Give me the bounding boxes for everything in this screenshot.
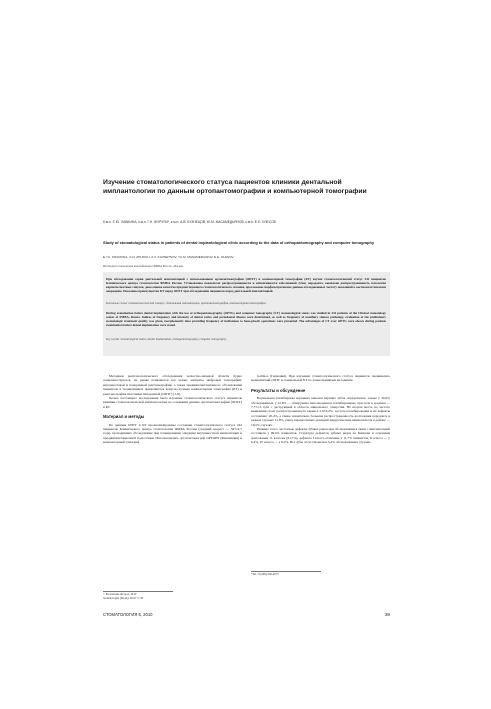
authors-ru: К.м.н. Е.Ю. ХАВКИНА, к.м.н. Г.Н. ЖУРУЛИ*, к.м.н. А.В. КУЗНЕЦОВ, Ю.М. МАСАМЕДЬЯНОВ, к.м.н. Е.Е. ОЛЕСОВ: [103, 220, 276, 224]
methods-heading: Материал и методы: [103, 414, 145, 420]
keywords-ru: Ключевые слова: стоматологический статус, дентальная имплантация, ортопантомография, компьютерная томография.: [106, 301, 267, 305]
right-column: [251, 374, 390, 445]
results-paragraph-2: Помимо этого, частотные дефекты зубных рядов при обследовании в связи с имплантацией составили у 99,6% пациентов. Структура дефектов зубных рядов по Кеннеди и основным зрительным 11 классам (61,7%), дефекты I класса отмечены у 11,7% пациентов, II класса — у 6,4%, IV класса — у 6,4%. Все зубы отсутствовали в 5,4% обследованных случаях.: [251, 427, 390, 445]
results-heading: Результаты и обсуждение: [251, 387, 306, 393]
footnote-left: [103, 593, 242, 601]
copyright-line: © Коллектив авторов, 2010: [103, 592, 137, 596]
keywords-en: Key words: stomatological status, dental implantation, orthopantomography, computer tomography.: [106, 337, 227, 341]
left-column: [103, 374, 242, 445]
page-number: 39: [384, 612, 390, 617]
intro-paragraph: Методики рентгенологического обследования челюстно-лицевой области бурно совершенствуются, на рынке появляются все новые аппараты цифровой томографии: внутриротовой и панорамной рентгенографии, а также предимплантационного обследования пациентов в поликлиниках применяются конусно-лучевая компьютерная томография (КТ) и рентгенография пластинки панорамной (ОПТГ) [1-8].: [103, 374, 242, 396]
abstract-en: During examination before dental implantation with the use of orthopantomography (OPTG) and computer tomography (CT) stomatological status was studied in 242 patients of the Clinical stomatology center of FMBA, Russia. Indices of frequency and intensity of dental caries and periodontal disease were determined, as well as frequency of maxillary sinuses pathology, evaluation of the preliminary stomatologic treatment quality was given, morphometric data providing frequency of indications to bone-plastic operations were presented. The advantages of CT over OPTG were shown during patients examination before dental implantation were stated.: [106, 311, 386, 327]
article-title-ru: Изучение стоматологического статуса пациентов клиники дентальной имплантологии по данным ортопантомографии и компьютерной томографии: [103, 179, 367, 195]
citation-line: Stomatologiia (Mosk). 2010; 5: 39: [103, 595, 144, 600]
methods-continued-paragraph: Galileos (Германия). При изучении стоматологического статуса пациентов оценивались медицинский ОПТГ и специальной КТ по ранее принятым методикам.: [251, 374, 390, 383]
article-title-en: Study of stomatological status in patients of dental implantological clinic according to the data of orthopantomography and computer tomography: [103, 240, 375, 245]
affiliation: Институт повышения квалификации ФМБА России, Москва: [103, 264, 184, 268]
abstract-box: [103, 272, 390, 356]
results-paragraph-1: Нормальная пломбировка корневых каналов верхних зубов определялась только у 30,6% обследованных, у 12,8% — обнаружено неполноценное пломбирование, при этом в среднем — 7,7±1,5 зуба с деструкцией в области апикального отверстия. На втором месте по частоте выявления стоит распространенность кариеса 5,6±0,4%, частота пломбирования и их дефекты составляют 20,4%, а также значительно большая распространенность воспаления пародонта в разных группах 31,8%, ранее перенесенных резекций хирургических вмешательств в районе — 16,5% случаях.: [251, 396, 390, 427]
journal-page: [103, 178, 390, 618]
footnote-right: *Tel.: 8 (499) 646-4675: [251, 572, 279, 576]
goal-paragraph: Целью настоящего исследования было изучение стоматологического статуса пациентов клиники стоматологической имплантологии на основании данных ортопантомографии (ОПТГ) и КТ.: [103, 396, 242, 409]
methods-paragraph: По данным ОПТГ и КТ проанализированы состояние стоматологического статуса 242 пациентов Клинического центра стоматологии ФМБА России (средний возраст — 36±12,7 года), проходивших обследование при планировании операции внутрикостной имплантации и предимплантационной подготовки. Использовались ортопантомограф ОРТОРХ (Финляндия) и компьютерный томограф: [103, 422, 242, 445]
journal-name: СТОМАТОЛОГИЯ 5, 2010: [103, 612, 153, 617]
authors-en: E.YU. KHAVKINA, G.N. ZHURULI, A.V. KUZNETSOV, YU.M. MASAMEDIANOV, E.E. OLESOV: [103, 255, 234, 259]
abstract-ru: При обследовании серии дентальной имплантацией с использованием ортопантомографии (ОПТГ) и компьютерной томографии (КТ) изучен стоматологический статус 242 пациентов Клинического центра стоматологии ФМБА России. Установлены показатели распространенности и интенсивности заболеваний зубов, пародонта, выявлена распространенность патологии верхнечелюстных синусов, дана оценка качества предшествующего стоматологического лечения, прослежены морфометрические данные обследованных частоту показаний к костнопластическим операциям. Показаны преимущества КТ перед ОПТГ при обследовании пациентов перед дентальной имплантацией.: [106, 277, 386, 293]
